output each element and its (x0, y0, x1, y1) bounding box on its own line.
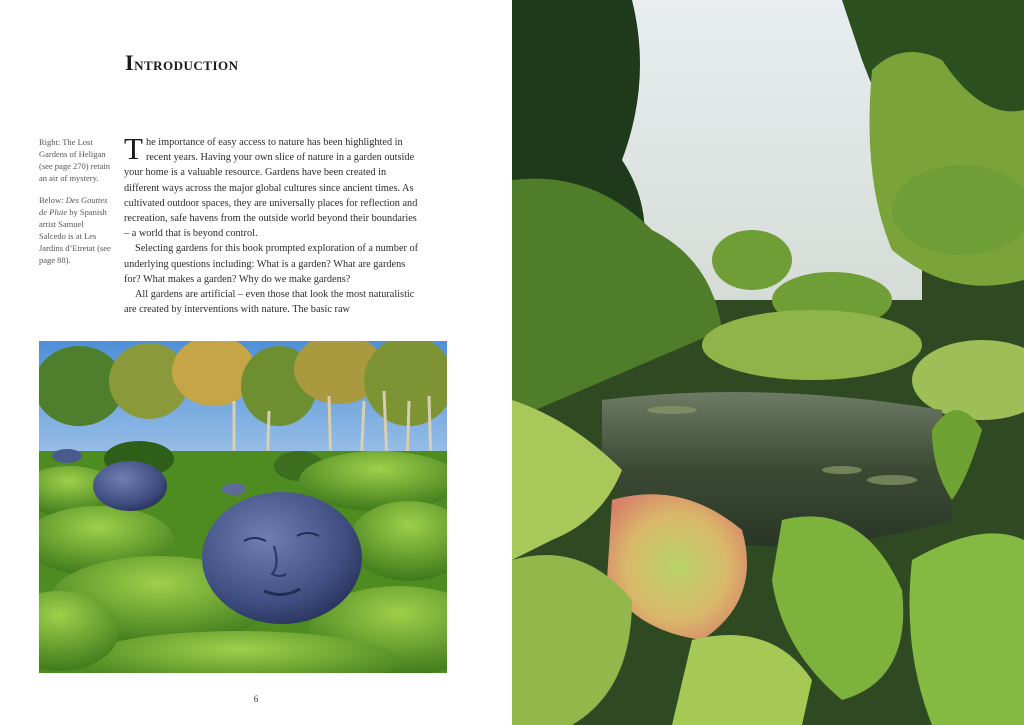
heligan-pond-illustration (512, 0, 1024, 725)
drop-cap: T (124, 131, 143, 166)
sculpture-garden-photo (39, 341, 447, 673)
artwork-title: Des Gouttes de Pluie (39, 195, 108, 217)
paragraph-1: The importance of easy access to nature has been highlighted in recent years. Having your own slice of nature in a garden outside your home is a valuable resource. Gardens have been created in different ways across the major global cultures since ancient times. As cultivated outdoor spaces, they are universally places for reflection and recreation, safe havens from the outside world beyond their boundaries – a world that is beyond control. (124, 131, 418, 240)
caption-below: Below: Des Gouttes de Pluie by Spanish artist Samuel Salcedo is at Les Jardins d’Etretat (see page 88). (39, 195, 111, 265)
page-number: 6 (253, 694, 259, 704)
caption-right: Right: The Lost Gardens of Heligan (see page 270) retain an air of mystery. (39, 137, 111, 183)
captions-column (39, 136, 111, 276)
heligan-pond-photo (512, 0, 1024, 725)
sculpture-garden-illustration (39, 341, 447, 673)
paragraph-3: All gardens are artificial – even those that look the most naturalistic are created by interventions with nature. The basic raw (124, 289, 415, 316)
body-text (124, 131, 422, 317)
paragraph-2: Selecting gardens for this book prompted exploration of a number of underlying questions including: What is a garden? What are gardens for? What makes a garden? Why do we make gardens? (124, 243, 419, 285)
chapter-heading: Introduction (125, 50, 239, 75)
